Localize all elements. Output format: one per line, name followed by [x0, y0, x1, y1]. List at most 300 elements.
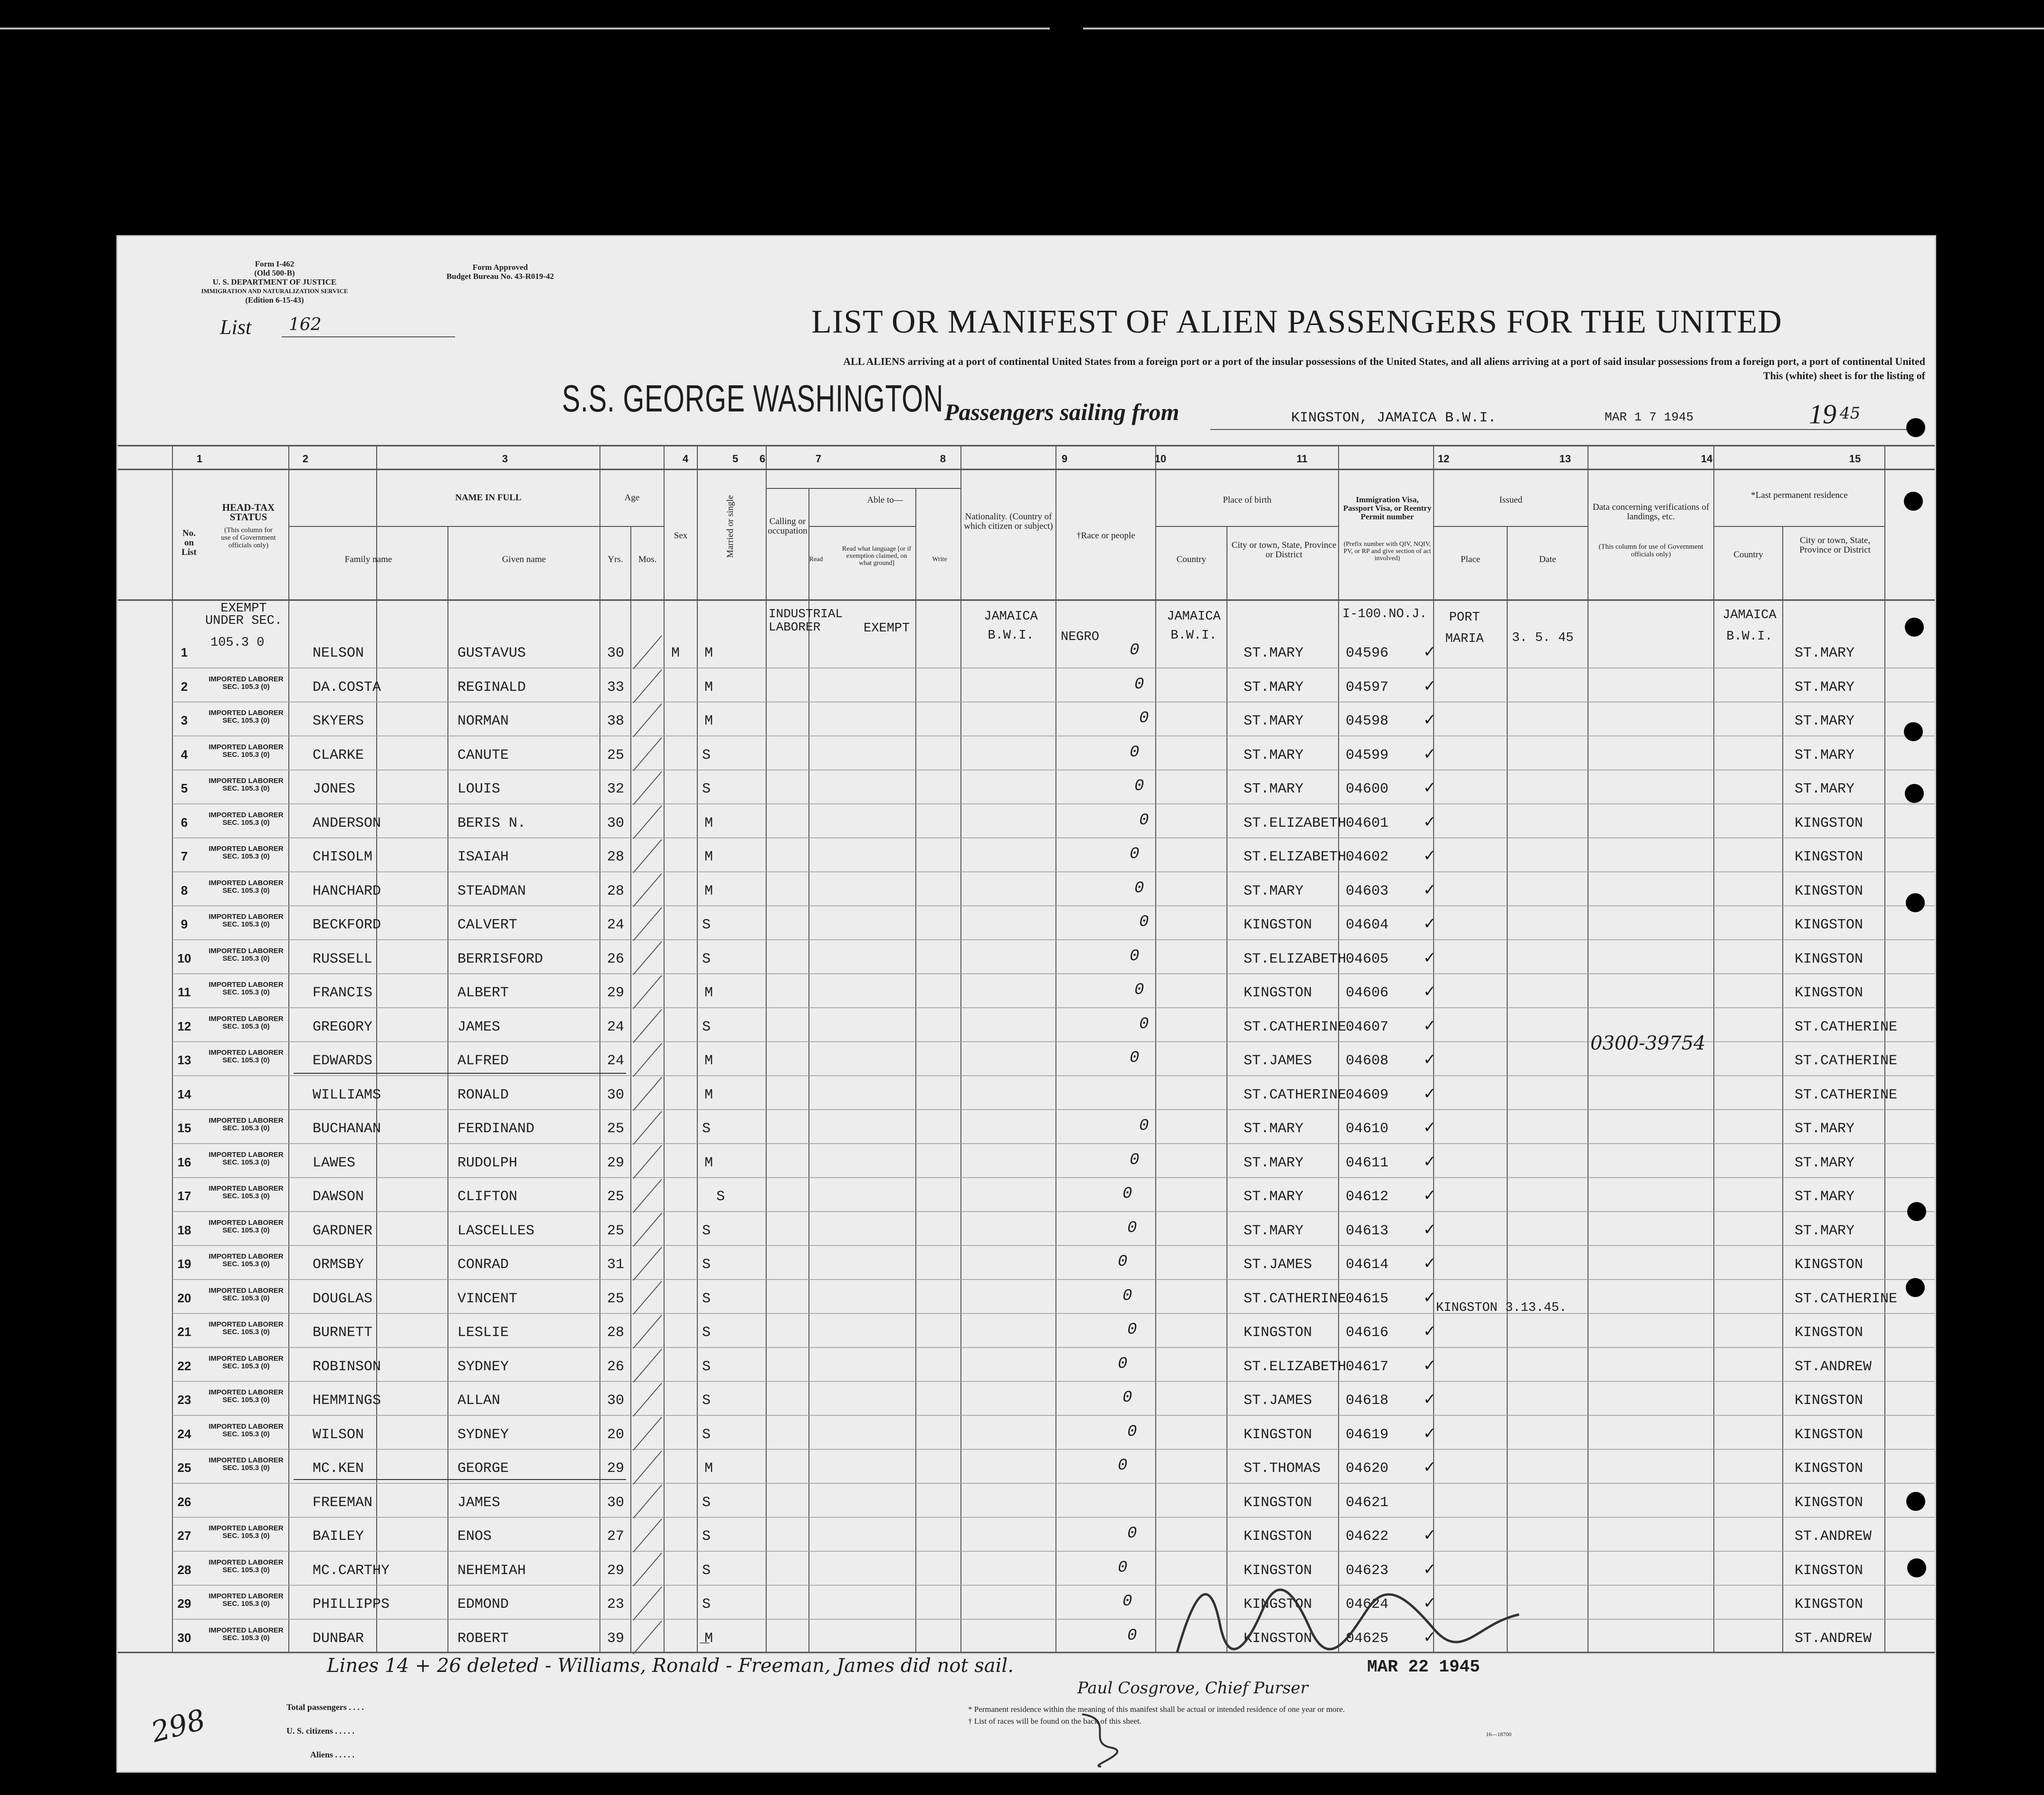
page-mark: 298 [147, 1703, 209, 1749]
given-name: RUDOLPH [457, 1155, 518, 1171]
check-mark: ✓ [1424, 914, 1435, 935]
age-years: 24 [607, 1053, 625, 1069]
residence-city: ST.ANDREW [1795, 1630, 1872, 1647]
strike-row-14 [294, 1073, 626, 1074]
race-mark: 0 [1139, 709, 1149, 727]
visa-number: 04603 [1346, 883, 1389, 899]
row-number: 20 [177, 1290, 191, 1305]
list-number: 162 [289, 315, 322, 334]
column-number: 11 [1296, 453, 1308, 465]
residence-city: ST.MARY [1795, 1121, 1855, 1137]
family-name: BAILEY [313, 1528, 364, 1545]
birth-city: KINGSTON [1244, 1562, 1312, 1579]
row-number: 5 [181, 781, 188, 795]
row-number: 13 [177, 1053, 191, 1067]
race-mark: 0 [1127, 1423, 1137, 1441]
birth-city: KINGSTON [1244, 1528, 1312, 1545]
given-name: ISAIAH [457, 849, 509, 865]
marital-status: M [704, 713, 713, 729]
residence-city: ST.CATHERINE [1795, 1290, 1898, 1307]
visa-number: 04615 [1346, 1290, 1389, 1307]
manifest-title: LIST OR MANIFEST OF ALIEN PASSENGERS FOR THE UNITED [811, 304, 1782, 340]
visa-number: 04618 [1346, 1393, 1389, 1409]
race-mark: 0 [1122, 1593, 1132, 1611]
departure-port: KINGSTON, JAMAICA B.W.I. [1291, 410, 1497, 426]
row-number: 3 [181, 713, 188, 727]
column-number: 5 [732, 453, 739, 465]
visa-number: 04611 [1346, 1155, 1389, 1171]
row1-tax-section: 105.3 0 [210, 636, 265, 650]
birth-city: ST.JAMES [1244, 1257, 1312, 1273]
family-name: BUCHANAN [313, 1121, 381, 1137]
check-mark: ✓ [1424, 1220, 1435, 1241]
table-row [118, 946, 1935, 980]
row1-birth-country: JAMAICA B.W.I. [1167, 610, 1221, 643]
birth-city: ST.MARY [1244, 883, 1304, 899]
row-number: 15 [177, 1121, 191, 1135]
family-name: JONES [313, 781, 356, 797]
form-approved: Form Approved [472, 263, 528, 272]
residence-city: ST.CATHERINE [1795, 1087, 1898, 1103]
row1-nationality: JAMAICA B.W.I. [984, 610, 1038, 643]
table-row [118, 1150, 1935, 1184]
check-mark: ✓ [1424, 846, 1435, 867]
row1-occupation: INDUSTRIAL LABORER [769, 607, 843, 634]
residence-city: ST.MARY [1795, 1222, 1855, 1239]
given-name: RONALD [457, 1087, 509, 1103]
marital-status: S [702, 781, 711, 797]
family-name: PHILLIPPS [313, 1596, 390, 1613]
check-mark: ✓ [1424, 812, 1435, 833]
birth-city: ST.MARY [1244, 713, 1304, 729]
row-number: 10 [177, 951, 191, 965]
family-name: SKYERS [313, 713, 364, 729]
column-number: 1 [196, 453, 203, 465]
race-mark: 0 [1134, 675, 1144, 694]
family-name: GARDNER [313, 1222, 373, 1239]
age-years: 29 [607, 1155, 625, 1171]
birth-city: ST.THOMAS [1244, 1461, 1321, 1477]
residence-city: KINGSTON [1795, 849, 1863, 865]
head-tax-stamp: IMPORTED LABORER SEC. 105.3 (0) [209, 1049, 284, 1064]
check-mark: ✓ [1424, 1016, 1435, 1037]
check-mark: ✓ [1424, 948, 1435, 969]
column-number: 12 [1437, 453, 1450, 465]
visa-number: 04609 [1346, 1087, 1389, 1103]
visa-number: 04617 [1346, 1358, 1389, 1375]
marital-status: M [704, 1461, 713, 1477]
age-years: 28 [607, 883, 625, 899]
head-tax-stamp: IMPORTED LABORER SEC. 105.3 (0) [209, 1558, 284, 1574]
head-tax-stamp: IMPORTED LABORER SEC. 105.3 (0) [209, 981, 284, 996]
header-head-tax-note: (This column for use of Government officials only) [221, 526, 276, 549]
race-mark: 0 [1122, 1185, 1132, 1203]
birth-city: ST.ELIZABETH [1244, 849, 1347, 865]
received-stamp: MAR 22 1945 [1367, 1657, 1480, 1677]
marital-status: M [704, 815, 713, 831]
residence-city: KINGSTON [1795, 985, 1863, 1001]
header-visa: Immigration Visa, Passport Visa, or Reentry Permit number [1343, 495, 1432, 521]
marital-status: S [702, 1426, 711, 1443]
header-read: Read [809, 556, 823, 563]
given-name: ROBERT [457, 1630, 509, 1647]
column-number: 13 [1559, 453, 1571, 465]
given-name: LESLIE [457, 1325, 509, 1341]
row-number: 2 [181, 679, 188, 694]
table-row [118, 1490, 1935, 1523]
table-row [118, 1116, 1935, 1149]
age-years: 31 [607, 1257, 625, 1273]
visa-number: 04606 [1346, 985, 1389, 1001]
head-tax-stamp: IMPORTED LABORER SEC. 105.3 (0) [209, 1626, 284, 1642]
intro-line-2: This (white) sheet is for the listing of [1763, 370, 1925, 382]
table-row [118, 1082, 1935, 1116]
header-sex: Sex [674, 531, 688, 541]
race-mark: 0 [1118, 1558, 1128, 1577]
given-name: VINCENT [457, 1290, 518, 1307]
head-tax-stamp: IMPORTED LABORER SEC. 105.3 (0) [209, 1524, 284, 1540]
column-number: 4 [682, 453, 689, 465]
table-row [118, 1592, 1935, 1625]
residence-city: KINGSTON [1795, 917, 1863, 933]
check-mark: ✓ [1424, 1288, 1435, 1308]
table-row [118, 912, 1935, 945]
table-row [118, 844, 1935, 878]
row-number: 26 [177, 1494, 191, 1509]
race-mark: 0 [1130, 1049, 1140, 1067]
age-years: 25 [607, 747, 625, 764]
binder-hole [1906, 1278, 1925, 1297]
marital-status: S [702, 1562, 711, 1579]
visa-number: 04625 [1346, 1630, 1389, 1647]
binder-hole [1904, 722, 1923, 741]
table-row [118, 1320, 1935, 1353]
check-mark: ✓ [1424, 778, 1435, 799]
given-name: NORMAN [457, 713, 509, 729]
row-number: 24 [177, 1426, 191, 1441]
residence-city: KINGSTON [1795, 1325, 1863, 1341]
head-tax-stamp: IMPORTED LABORER SEC. 105.3 (0) [209, 1388, 284, 1404]
birth-city: KINGSTON [1244, 985, 1312, 1001]
check-mark: ✓ [1424, 880, 1435, 901]
handwritten-signature [1168, 1567, 1529, 1662]
visa-number: 04608 [1346, 1053, 1389, 1069]
marital-status: S [702, 1290, 711, 1307]
row-number: 18 [177, 1222, 191, 1237]
age-years: 28 [607, 1325, 625, 1341]
table-row [118, 1218, 1935, 1251]
head-tax-stamp: IMPORTED LABORER SEC. 105.3 (0) [209, 675, 284, 691]
visa-number: 04614 [1346, 1257, 1389, 1273]
top-border-gap [1050, 24, 1083, 30]
residence-city: KINGSTON [1795, 951, 1863, 967]
header-place-of-birth: Place of birth [1223, 495, 1272, 505]
given-name: CONRAD [457, 1257, 509, 1273]
age-years: 27 [607, 1528, 625, 1545]
race-mark: 0 [1130, 947, 1140, 965]
check-mark: ✓ [1424, 982, 1435, 1003]
birth-city: KINGSTON [1244, 1426, 1312, 1443]
marital-status: S [702, 1393, 711, 1409]
residence-city: KINGSTON [1795, 1562, 1863, 1579]
row-number: 8 [181, 883, 188, 898]
intro-line: ALL ALIENS arriving at a port of continental United States from a foreign port or a port of the insular possessions of the United States, and all aliens arriving at a port of said insular possessions from a foreign port, a port of continental United [843, 355, 1925, 367]
row1-race: NEGRO [1061, 630, 1100, 644]
check-mark: ✓ [1424, 1254, 1435, 1274]
table-row [118, 1184, 1935, 1217]
row-number: 1 [181, 645, 188, 659]
visa-number: 04600 [1346, 781, 1389, 797]
header-yrs: Yrs. [608, 554, 623, 564]
head-tax-stamp: IMPORTED LABORER SEC. 105.3 (0) [209, 1320, 284, 1336]
marital-status: S [702, 747, 711, 764]
header-race: †Race or people [1076, 531, 1135, 541]
header-name-in-full: NAME IN FULL [455, 493, 522, 503]
total-passengers-label: Total passengers . . . . [286, 1702, 364, 1712]
race-mark: 0 [1118, 1457, 1128, 1475]
given-name: ALLAN [457, 1393, 501, 1409]
check-mark: ✓ [1424, 1423, 1435, 1444]
old-form-number: (Old 500-B) [254, 268, 295, 277]
header-res-country: Country [1733, 550, 1763, 560]
race-mark: 0 [1139, 913, 1149, 931]
marital-status: S [702, 1257, 711, 1273]
race-mark: 0 [1127, 1219, 1137, 1237]
marital-status: S [702, 1222, 711, 1239]
marital-status: M [704, 1155, 713, 1171]
header-issued-place: Place [1460, 554, 1481, 564]
birth-city: ST.ELIZABETH [1244, 951, 1347, 967]
birth-city: ST.JAMES [1244, 1393, 1312, 1409]
footnote-residence: * Permanent residence within the meaning of this manifest shall be actual or intended residence of one year or more. [968, 1705, 1345, 1714]
column-number: 14 [1701, 453, 1713, 465]
age-years: 25 [607, 1222, 625, 1239]
residence-city: KINGSTON [1795, 1596, 1863, 1613]
binder-hole [1906, 418, 1925, 437]
row-number: 21 [177, 1325, 191, 1339]
head-tax-stamp: IMPORTED LABORER SEC. 105.3 (0) [209, 709, 284, 725]
age-years: 24 [607, 1019, 625, 1035]
birth-city: ST.CATHERINE [1244, 1019, 1347, 1035]
check-mark: ✓ [1424, 1084, 1435, 1105]
form-number: Form I-462 [255, 259, 295, 268]
given-name: GUSTAVUS [457, 645, 526, 661]
binder-hole [1906, 893, 1925, 912]
family-name: WILSON [313, 1426, 364, 1443]
family-name: MC.KEN [313, 1461, 364, 1477]
family-name: NELSON [313, 645, 364, 661]
family-name: DUNBAR [313, 1630, 364, 1647]
header-issued: Issued [1499, 495, 1522, 505]
race-mark: 0 [1118, 1355, 1128, 1373]
head-tax-stamp: IMPORTED LABORER SEC. 105.3 (0) [209, 878, 284, 895]
row1-issue-date: 3. 5. 45 [1512, 631, 1574, 645]
row13-verification: 0300-39754 [1590, 1032, 1706, 1054]
residence-city: ST.MARY [1795, 1189, 1855, 1205]
birth-city: ST.MARY [1244, 1155, 1304, 1171]
column-number: 2 [302, 453, 309, 465]
header-calling: Calling or occupation [768, 516, 808, 536]
age-years: 29 [607, 985, 625, 1001]
residence-city: ST.MARY [1795, 679, 1855, 696]
row1-visa-prefix: I-100.NO.J. [1342, 607, 1427, 621]
strike-row-26 [294, 1479, 626, 1480]
marital-status: M [704, 645, 713, 661]
age-years: 28 [607, 849, 625, 865]
age-years: 25 [607, 1290, 625, 1307]
us-citizens-label: U. S. citizens . . . . . [286, 1726, 354, 1736]
race-mark: 0 [1130, 1151, 1140, 1169]
residence-city: ST.ANDREW [1795, 1358, 1872, 1375]
visa-number: 04607 [1346, 1019, 1389, 1035]
age-years: 24 [607, 917, 625, 933]
column-number: 15 [1849, 453, 1861, 465]
row1-tax-exempt: EXEMPT UNDER SEC. [205, 602, 283, 628]
check-mark: ✓ [1424, 1356, 1435, 1376]
row-number: 12 [177, 1019, 191, 1033]
marital-status: M [704, 1087, 713, 1103]
age-years: 33 [607, 679, 625, 696]
check-mark: ✓ [1424, 744, 1435, 765]
visa-number: 04621 [1346, 1494, 1389, 1511]
column-number: 3 [502, 453, 508, 465]
top-border-line [0, 28, 2044, 29]
header-age: Age [624, 493, 640, 503]
table-row [118, 1286, 1935, 1319]
birth-city: ST.CATHERINE [1244, 1087, 1347, 1103]
row-number: 30 [177, 1630, 191, 1645]
row-number: 28 [177, 1562, 191, 1577]
race-mark: 0 [1127, 1525, 1137, 1543]
row-number: 25 [177, 1461, 191, 1475]
ship-name: S.S. GEORGE WASHINGTON [562, 377, 944, 420]
age-years: 26 [607, 951, 625, 967]
header-verifications: Data concerning verifications of landings, etc. [1592, 502, 1710, 522]
residence-city: KINGSTON [1795, 1426, 1863, 1443]
race-mark: 0 [1122, 1287, 1132, 1305]
family-name: MC.CARTHY [313, 1562, 390, 1579]
table-row [118, 878, 1935, 912]
header-issued-date: Date [1539, 554, 1556, 564]
head-tax-stamp: IMPORTED LABORER SEC. 105.3 (0) [209, 1354, 284, 1370]
head-tax-stamp: IMPORTED LABORER SEC. 105.3 (0) [209, 743, 284, 759]
given-name: ENOS [457, 1528, 492, 1545]
row-number: 22 [177, 1358, 191, 1373]
header-given-name: Given name [502, 554, 546, 564]
table-row [118, 1558, 1935, 1591]
check-mark: ✓ [1424, 1594, 1435, 1614]
sex: M [671, 645, 680, 661]
table-row [118, 811, 1935, 844]
given-name: CLIFTON [457, 1189, 518, 1205]
binder-hole [1905, 618, 1924, 637]
age-years: 30 [607, 1494, 625, 1511]
age-years: 20 [607, 1426, 625, 1443]
table-row [118, 640, 1935, 674]
binder-hole [1907, 1558, 1926, 1577]
check-mark: ✓ [1424, 1526, 1435, 1546]
header-able-to: Able to— [867, 495, 903, 505]
year-suffix: 45 [1840, 404, 1861, 423]
marital-status: M [704, 985, 713, 1001]
table-row [118, 675, 1935, 708]
table-row [118, 776, 1935, 810]
row1-issue-place: PORT MARIA [1445, 611, 1484, 646]
family-name: EDWARDS [313, 1053, 373, 1069]
given-name: JAMES [457, 1019, 501, 1035]
check-mark: ✓ [1424, 1458, 1435, 1478]
given-name: BERRISFORD [457, 951, 543, 967]
family-name: BURNETT [313, 1325, 373, 1341]
given-name: SYDNEY [457, 1358, 509, 1375]
head-tax-stamp: IMPORTED LABORER SEC. 105.3 (0) [209, 845, 284, 860]
race-mark: 0 [1127, 1321, 1137, 1339]
header-birth-country: Country [1176, 554, 1207, 564]
check-mark: ✓ [1424, 1322, 1435, 1342]
header-verifications-note: (This column for use of Government officials only) [1598, 543, 1703, 558]
marital-status: S [702, 951, 711, 967]
age-years: 39 [607, 1630, 625, 1647]
row1-res-country: JAMAICA B.W.I. [1722, 608, 1777, 644]
residence-city: KINGSTON [1795, 1461, 1863, 1477]
year-prefix: 19 [1809, 399, 1836, 430]
footnote-races: † List of races will be found on the back of this sheet. [968, 1717, 1141, 1726]
visa-number: 04597 [1346, 679, 1389, 696]
manifest-sheet [116, 235, 1936, 1773]
birth-city: ST.MARY [1244, 1189, 1304, 1205]
race-mark: 0 [1139, 1117, 1149, 1135]
head-tax-stamp: IMPORTED LABORER SEC. 105.3 (0) [209, 913, 284, 928]
header-married: Married or single [725, 495, 735, 558]
check-mark: ✓ [1424, 1050, 1435, 1070]
family-name: DA.COSTA [313, 679, 381, 696]
head-tax-stamp: IMPORTED LABORER SEC. 105.3 (0) [209, 1117, 284, 1132]
column-number: 9 [1061, 453, 1068, 465]
family-name: BECKFORD [313, 917, 381, 933]
visa-number: 04605 [1346, 951, 1389, 967]
table-row [118, 708, 1935, 742]
given-name: LOUIS [457, 781, 501, 797]
family-name: RUSSELL [313, 951, 373, 967]
family-name: FRANCIS [313, 985, 373, 1001]
race-mark: 0 [1122, 1389, 1132, 1407]
birth-city: KINGSTON [1244, 1325, 1312, 1341]
family-name: GREGORY [313, 1019, 373, 1035]
head-tax-stamp: IMPORTED LABORER SEC. 105.3 (0) [209, 1150, 284, 1166]
list-label: List [220, 315, 252, 339]
given-name: SYDNEY [457, 1426, 509, 1443]
residence-city: KINGSTON [1795, 1393, 1863, 1409]
residence-city: ST.MARY [1795, 747, 1855, 764]
age-years: 29 [607, 1461, 625, 1477]
head-tax-stamp: IMPORTED LABORER SEC. 105.3 (0) [209, 1218, 284, 1234]
initials-scribble [1073, 1705, 1125, 1771]
birth-city: KINGSTON [1244, 1630, 1312, 1647]
deletion-note: Lines 14 + 26 deleted - Williams, Ronald - Freeman, James did not sail. [327, 1655, 1014, 1677]
marital-status: S [702, 1019, 711, 1035]
row-number: 11 [178, 985, 191, 999]
family-name: HEMMINGS [313, 1393, 381, 1409]
row-number: 4 [181, 747, 188, 762]
age-years: 26 [607, 1358, 625, 1375]
given-name: REGINALD [457, 679, 526, 696]
age-years: 32 [607, 781, 625, 797]
birth-city: ST.MARY [1244, 645, 1304, 661]
visa-number: 04622 [1346, 1528, 1389, 1545]
marital-status: M [704, 1053, 713, 1069]
binder-hole [1907, 1202, 1926, 1221]
row1-read-language: EXEMPT [864, 621, 910, 636]
